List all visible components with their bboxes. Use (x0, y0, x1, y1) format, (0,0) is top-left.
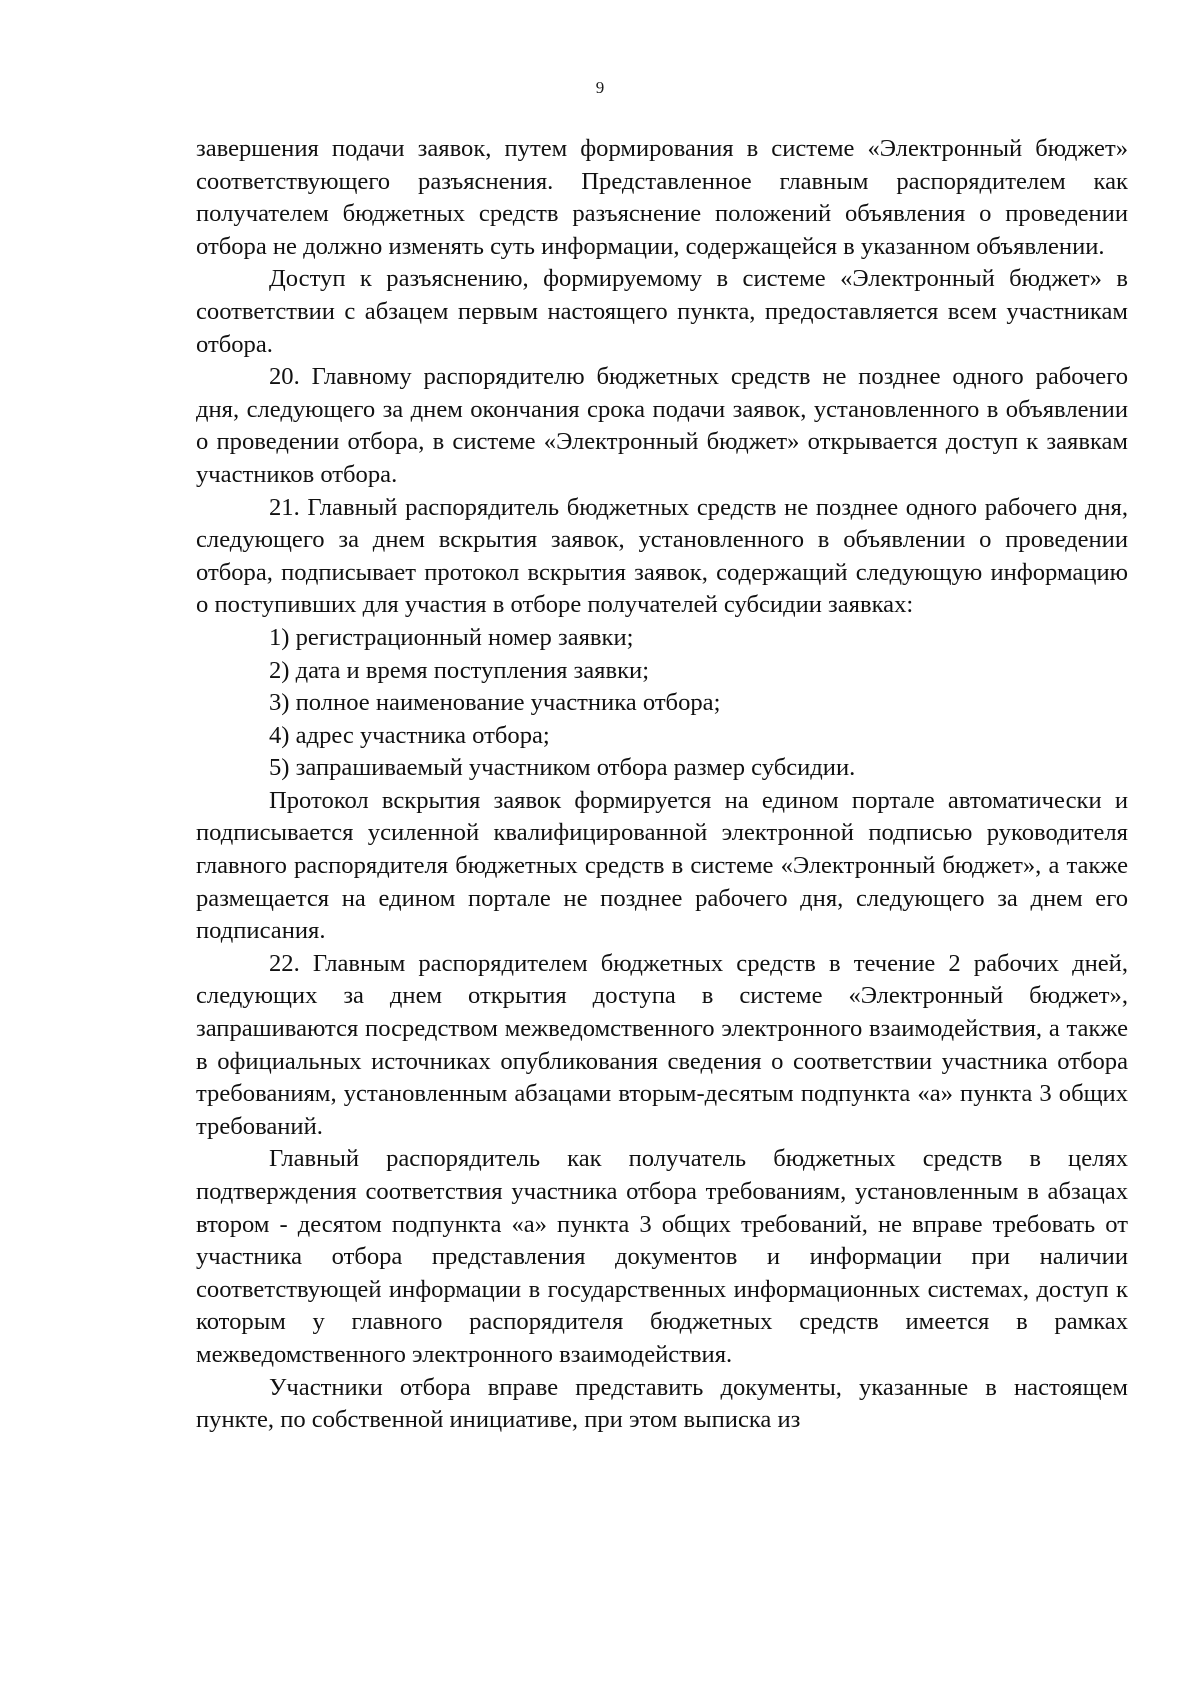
paragraph-protocol: Протокол вскрытия заявок формируется на едином портале автоматически и подписывается усиленной квалифицированной электронной подписью руководителя главного распорядителя бюджетных средств в системе «Электронный бюджет», а также размещается на едином портале не позднее рабочего дня, следующего за днем его подписания. (196, 786, 1128, 945)
paragraph-item-22: 22. Главным распорядителем бюджетных средств в течение 2 рабочих дней, следующих за днем открытия доступа в системе «Электронный бюджет», запрашиваются посредством межведомственного электронного взаимодействия, а также в официальных источниках опубликования сведения о соответствии участника отбора требованиям, установленным абзацами вторым-десятым подпункта «а» пункта 3 общих требований. (196, 949, 1128, 1140)
paragraph-continuation: завершения подачи заявок, путем формирования в системе «Электронный бюджет» соответствующего разъяснения. Представленное главным распорядителем как получателем бюджетных средств разъяснение положений объявления о проведении отбора не должно изменять суть информации, содержащейся в указанном объявлении. (196, 135, 1128, 260)
list-item: 1) регистрационный номер заявки; (269, 623, 634, 651)
paragraph-participants-documents: Участники отбора вправе представить документы, указанные в настоящем пункте, по собственной инициативе, при этом выписка из (196, 1373, 1128, 1434)
paragraph-item-20: 20. Главному распорядителю бюджетных средств не позднее одного рабочего дня, следующего за днем окончания срока подачи заявок, установленного в объявлении о проведении отбора, в системе «Электронный бюджет» открывается доступ к заявкам участников отбора. (196, 363, 1128, 488)
page-number: 9 (595, 78, 605, 97)
paragraph-item-21: 21. Главный распорядитель бюджетных средств не позднее одного рабочего дня, следующего за днем вскрытия заявок, установленного в объявлении о проведении отбора, подписывает протокол вскрытия заявок, содержащий следующую информацию о поступивших для участия в отборе получателей субсидии заявках: (196, 493, 1128, 619)
list-item: 2) дата и время поступления заявки; (269, 656, 650, 684)
document-body (196, 133, 1128, 1437)
paragraph-requirements: Главный распорядитель как получатель бюджетных средств в целях подтверждения соответствия участника отбора требованиям, установленным в абзацах втором - десятом подпункта «а» пункта 3 общих требований, не вправе требовать от участника отбора представления документов и информации при наличии соответствующей информации в государственных информационных системах, доступ к которым у главного распорядителя бюджетных средств имеется в рамках межведомственного электронного взаимодействия. (196, 1145, 1128, 1368)
list-item: 3) полное наименование участника отбора; (269, 689, 721, 717)
list-item: 4) адрес участника отбора; (269, 721, 550, 749)
list-item: 5) запрашиваемый участником отбора размер субсидии. (269, 754, 856, 782)
paragraph-access-clarification: Доступ к разъяснению, формируемому в системе «Электронный бюджет» в соответствии с абзацем первым настоящего пункта, предоставляется всем участникам отбора. (196, 265, 1128, 358)
